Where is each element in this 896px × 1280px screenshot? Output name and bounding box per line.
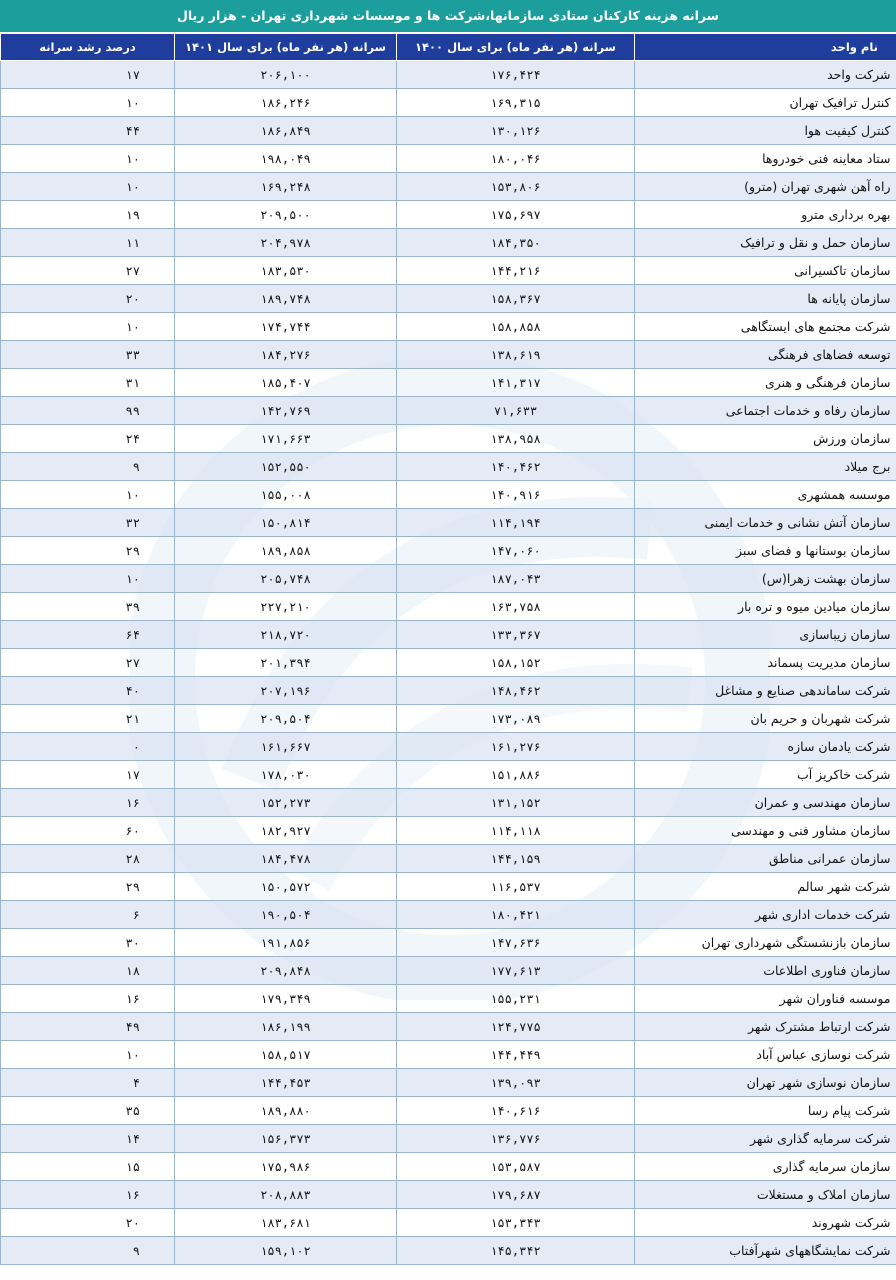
cell-per-capita-1400: ۱۴۴,۴۴۹ bbox=[397, 1041, 635, 1069]
cell-per-capita-1400: ۱۳۰,۱۲۶ bbox=[397, 117, 635, 145]
table-row bbox=[1, 229, 896, 257]
cell-per-capita-1401: ۱۸۲,۹۲۷ bbox=[175, 817, 397, 845]
cell-unit-name: شرکت شهروند bbox=[635, 1209, 896, 1237]
cell-per-capita-1401: ۲۱۸,۷۲۰ bbox=[175, 621, 397, 649]
cell-growth-percent: ۱۸ bbox=[1, 957, 175, 985]
cell-unit-name: سازمان سرمایه گذاری bbox=[635, 1153, 896, 1181]
table-row bbox=[1, 873, 896, 901]
cell-growth-percent: ۲۰ bbox=[1, 1209, 175, 1237]
cell-growth-percent: ۲۷ bbox=[1, 649, 175, 677]
per-capita-cost-table bbox=[0, 33, 896, 1265]
header-row bbox=[1, 34, 896, 61]
cell-per-capita-1400: ۱۴۴,۱۵۹ bbox=[397, 845, 635, 873]
cell-per-capita-1401: ۱۷۴,۷۴۴ bbox=[175, 313, 397, 341]
table-row bbox=[1, 565, 896, 593]
cell-per-capita-1401: ۲۰۸,۸۸۳ bbox=[175, 1181, 397, 1209]
cell-per-capita-1401: ۱۵۶,۳۷۳ bbox=[175, 1125, 397, 1153]
cell-per-capita-1400: ۱۴۰,۴۶۲ bbox=[397, 453, 635, 481]
cell-unit-name: برج میلاد bbox=[635, 453, 896, 481]
cell-growth-percent: ۱۷ bbox=[1, 61, 175, 89]
table-row bbox=[1, 453, 896, 481]
cell-per-capita-1400: ۱۵۱,۸۸۶ bbox=[397, 761, 635, 789]
cell-per-capita-1400: ۱۳۶,۷۷۶ bbox=[397, 1125, 635, 1153]
table-row bbox=[1, 1069, 896, 1097]
table-row bbox=[1, 509, 896, 537]
cell-growth-percent: ۱۶ bbox=[1, 1181, 175, 1209]
cell-growth-percent: ۹۹ bbox=[1, 397, 175, 425]
table-row bbox=[1, 1153, 896, 1181]
cell-unit-name: توسعه فضاهای فرهنگی bbox=[635, 341, 896, 369]
cell-per-capita-1400: ۱۵۸,۸۵۸ bbox=[397, 313, 635, 341]
table-row bbox=[1, 985, 896, 1013]
cell-per-capita-1400: ۱۳۱,۱۵۲ bbox=[397, 789, 635, 817]
cell-per-capita-1400: ۱۲۴,۷۷۵ bbox=[397, 1013, 635, 1041]
cell-per-capita-1401: ۲۰۷,۱۹۶ bbox=[175, 677, 397, 705]
cell-unit-name: بهره برداری مترو bbox=[635, 201, 896, 229]
cell-unit-name: ستاد معاینه فنی خودروها bbox=[635, 145, 896, 173]
cell-per-capita-1401: ۱۵۲,۵۵۰ bbox=[175, 453, 397, 481]
cell-per-capita-1401: ۱۷۱,۶۶۳ bbox=[175, 425, 397, 453]
cell-unit-name: سازمان ورزش bbox=[635, 425, 896, 453]
table-row bbox=[1, 1181, 896, 1209]
table-row bbox=[1, 1209, 896, 1237]
cell-per-capita-1400: ۱۵۳,۳۴۳ bbox=[397, 1209, 635, 1237]
cell-per-capita-1401: ۱۶۹,۲۴۸ bbox=[175, 173, 397, 201]
cell-growth-percent: ۱۰ bbox=[1, 1041, 175, 1069]
cell-growth-percent: ۱۴ bbox=[1, 1125, 175, 1153]
cell-unit-name: شرکت خدمات اداری شهر bbox=[635, 901, 896, 929]
header-per-capita-1401: سرانه (هر نفر ماه) برای سال ۱۴۰۱ bbox=[175, 34, 397, 61]
cell-unit-name: سازمان حمل و نقل و ترافیک bbox=[635, 229, 896, 257]
cell-growth-percent: ۴ bbox=[1, 1069, 175, 1097]
cell-per-capita-1401: ۲۲۷,۲۱۰ bbox=[175, 593, 397, 621]
table-row bbox=[1, 89, 896, 117]
cell-growth-percent: ۴۴ bbox=[1, 117, 175, 145]
table-row bbox=[1, 789, 896, 817]
cell-per-capita-1401: ۲۰۱,۳۹۴ bbox=[175, 649, 397, 677]
table-row bbox=[1, 341, 896, 369]
header-growth-percent: درصد رشد سرانه bbox=[1, 34, 175, 61]
cell-growth-percent: ۳۹ bbox=[1, 593, 175, 621]
cell-growth-percent: ۹ bbox=[1, 1237, 175, 1265]
cell-growth-percent: ۱۰ bbox=[1, 565, 175, 593]
table-row bbox=[1, 733, 896, 761]
cell-unit-name: شرکت پیام رسا bbox=[635, 1097, 896, 1125]
cell-per-capita-1401: ۱۶۱,۶۶۷ bbox=[175, 733, 397, 761]
cell-unit-name: سازمان فرهنگی و هنری bbox=[635, 369, 896, 397]
cell-unit-name: سازمان املاک و مستغلات bbox=[635, 1181, 896, 1209]
cell-per-capita-1401: ۲۰۹,۵۰۰ bbox=[175, 201, 397, 229]
cell-per-capita-1400: ۱۶۳,۷۵۸ bbox=[397, 593, 635, 621]
cell-per-capita-1401: ۱۹۱,۸۵۶ bbox=[175, 929, 397, 957]
cell-per-capita-1401: ۱۹۰,۵۰۴ bbox=[175, 901, 397, 929]
cell-per-capita-1401: ۱۸۶,۱۹۹ bbox=[175, 1013, 397, 1041]
cell-unit-name: کنترل کیفیت هوا bbox=[635, 117, 896, 145]
cell-per-capita-1400: ۱۷۹,۶۸۷ bbox=[397, 1181, 635, 1209]
cell-growth-percent: ۱۵ bbox=[1, 1153, 175, 1181]
cell-growth-percent: ۶۰ bbox=[1, 817, 175, 845]
table-row bbox=[1, 173, 896, 201]
cell-growth-percent: ۲۷ bbox=[1, 257, 175, 285]
cell-unit-name: شرکت خاکریز آب bbox=[635, 761, 896, 789]
cell-growth-percent: ۴۰ bbox=[1, 677, 175, 705]
cell-per-capita-1400: ۱۵۸,۱۵۲ bbox=[397, 649, 635, 677]
cell-unit-name: موسسه فناوران شهر bbox=[635, 985, 896, 1013]
cell-unit-name: سازمان تاکسیرانی bbox=[635, 257, 896, 285]
table-row bbox=[1, 593, 896, 621]
table-row bbox=[1, 621, 896, 649]
cell-per-capita-1401: ۱۷۸,۰۳۰ bbox=[175, 761, 397, 789]
table-row bbox=[1, 369, 896, 397]
cell-per-capita-1400: ۱۸۴,۳۵۰ bbox=[397, 229, 635, 257]
cell-per-capita-1400: ۱۶۱,۲۷۶ bbox=[397, 733, 635, 761]
cell-growth-percent: ۱۶ bbox=[1, 789, 175, 817]
cell-per-capita-1401: ۱۷۵,۹۸۶ bbox=[175, 1153, 397, 1181]
cell-growth-percent: ۱۰ bbox=[1, 481, 175, 509]
cell-growth-percent: ۲۸ bbox=[1, 845, 175, 873]
cell-per-capita-1401: ۱۸۹,۸۵۸ bbox=[175, 537, 397, 565]
cell-per-capita-1400: ۱۴۴,۲۱۶ bbox=[397, 257, 635, 285]
cell-unit-name: سازمان عمرانی مناطق bbox=[635, 845, 896, 873]
table-row bbox=[1, 201, 896, 229]
cell-per-capita-1401: ۱۵۰,۸۱۴ bbox=[175, 509, 397, 537]
cell-per-capita-1400: ۱۵۳,۵۸۷ bbox=[397, 1153, 635, 1181]
table-row bbox=[1, 285, 896, 313]
cell-per-capita-1401: ۱۸۳,۵۳۰ bbox=[175, 257, 397, 285]
cell-per-capita-1401: ۲۰۵,۷۴۸ bbox=[175, 565, 397, 593]
cell-unit-name: سازمان مدیریت پسماند bbox=[635, 649, 896, 677]
cell-growth-percent: ۳۱ bbox=[1, 369, 175, 397]
table-row bbox=[1, 845, 896, 873]
cell-growth-percent: ۴۹ bbox=[1, 1013, 175, 1041]
cell-per-capita-1400: ۱۴۷,۶۳۶ bbox=[397, 929, 635, 957]
cell-growth-percent: ۲۴ bbox=[1, 425, 175, 453]
cell-per-capita-1401: ۱۵۵,۰۰۸ bbox=[175, 481, 397, 509]
cell-unit-name: سازمان بوستانها و فضای سبز bbox=[635, 537, 896, 565]
table-body bbox=[1, 61, 896, 1265]
cell-per-capita-1400: ۷۱,۶۳۳ bbox=[397, 397, 635, 425]
cell-per-capita-1400: ۱۴۰,۶۱۶ bbox=[397, 1097, 635, 1125]
table-row bbox=[1, 425, 896, 453]
cell-per-capita-1401: ۲۰۹,۸۴۸ bbox=[175, 957, 397, 985]
table-row bbox=[1, 145, 896, 173]
cell-per-capita-1400: ۱۱۴,۱۹۴ bbox=[397, 509, 635, 537]
cell-growth-percent: ۱۱ bbox=[1, 229, 175, 257]
table-row bbox=[1, 1237, 896, 1265]
cell-growth-percent: ۰ bbox=[1, 733, 175, 761]
cell-unit-name: سازمان مهندسی و عمران bbox=[635, 789, 896, 817]
cell-growth-percent: ۶ bbox=[1, 901, 175, 929]
cell-unit-name: شرکت نمایشگاههای شهرآفتاب bbox=[635, 1237, 896, 1265]
table-row bbox=[1, 705, 896, 733]
cell-per-capita-1400: ۱۵۵,۲۳۱ bbox=[397, 985, 635, 1013]
cell-unit-name: سازمان پایانه ها bbox=[635, 285, 896, 313]
cell-per-capita-1401: ۱۵۲,۲۷۳ bbox=[175, 789, 397, 817]
cell-per-capita-1401: ۱۸۹,۸۸۰ bbox=[175, 1097, 397, 1125]
table-row bbox=[1, 397, 896, 425]
cell-per-capita-1400: ۱۴۸,۴۶۲ bbox=[397, 677, 635, 705]
cell-growth-percent: ۲۰ bbox=[1, 285, 175, 313]
table-row bbox=[1, 481, 896, 509]
table-row bbox=[1, 1125, 896, 1153]
cell-per-capita-1400: ۱۴۱,۳۱۷ bbox=[397, 369, 635, 397]
cell-per-capita-1400: ۱۷۷,۶۱۳ bbox=[397, 957, 635, 985]
report-title: سرانه هزینه کارکنان ستادی سازمانها،شرکت ها و موسسات شهرداری تهران - هزار ریال bbox=[0, 0, 896, 33]
cell-per-capita-1400: ۱۸۰,۰۴۶ bbox=[397, 145, 635, 173]
table-row bbox=[1, 817, 896, 845]
cell-growth-percent: ۱۹ bbox=[1, 201, 175, 229]
cell-unit-name: کنترل ترافیک تهران bbox=[635, 89, 896, 117]
cell-growth-percent: ۲۱ bbox=[1, 705, 175, 733]
cell-unit-name: سازمان آتش نشانی و خدمات ایمنی bbox=[635, 509, 896, 537]
cell-per-capita-1400: ۱۸۷,۰۴۳ bbox=[397, 565, 635, 593]
cell-per-capita-1400: ۱۱۶,۵۳۷ bbox=[397, 873, 635, 901]
cell-per-capita-1401: ۲۰۴,۹۷۸ bbox=[175, 229, 397, 257]
cell-growth-percent: ۱۶ bbox=[1, 985, 175, 1013]
cell-per-capita-1400: ۱۵۳,۸۰۶ bbox=[397, 173, 635, 201]
cell-per-capita-1401: ۲۰۹,۵۰۴ bbox=[175, 705, 397, 733]
cell-per-capita-1401: ۱۷۹,۳۴۹ bbox=[175, 985, 397, 1013]
cell-per-capita-1400: ۱۴۷,۰۶۰ bbox=[397, 537, 635, 565]
cell-growth-percent: ۳۵ bbox=[1, 1097, 175, 1125]
cell-per-capita-1400: ۱۴۰,۹۱۶ bbox=[397, 481, 635, 509]
cell-per-capita-1400: ۱۷۶,۴۲۴ bbox=[397, 61, 635, 89]
cell-growth-percent: ۶۴ bbox=[1, 621, 175, 649]
table-row bbox=[1, 1041, 896, 1069]
cell-unit-name: موسسه همشهری bbox=[635, 481, 896, 509]
cell-growth-percent: ۳۲ bbox=[1, 509, 175, 537]
cell-unit-name: سازمان میادین میوه و تره بار bbox=[635, 593, 896, 621]
table-row bbox=[1, 649, 896, 677]
cell-per-capita-1400: ۱۳۸,۹۵۸ bbox=[397, 425, 635, 453]
cell-unit-name: شرکت واحد bbox=[635, 61, 896, 89]
cell-per-capita-1401: ۱۵۸,۵۱۷ bbox=[175, 1041, 397, 1069]
cell-per-capita-1401: ۱۵۰,۵۷۲ bbox=[175, 873, 397, 901]
cell-unit-name: سازمان زیباسازی bbox=[635, 621, 896, 649]
cell-growth-percent: ۲۹ bbox=[1, 537, 175, 565]
cell-unit-name: شرکت شهر سالم bbox=[635, 873, 896, 901]
table-row bbox=[1, 929, 896, 957]
cell-growth-percent: ۹ bbox=[1, 453, 175, 481]
cell-unit-name: شرکت مجتمع های ایستگاهی bbox=[635, 313, 896, 341]
table-row bbox=[1, 761, 896, 789]
cell-growth-percent: ۱۰ bbox=[1, 313, 175, 341]
cell-unit-name: سازمان نوسازی شهر تهران bbox=[635, 1069, 896, 1097]
cell-per-capita-1401: ۱۸۴,۴۷۸ bbox=[175, 845, 397, 873]
cell-per-capita-1400: ۱۷۵,۶۹۷ bbox=[397, 201, 635, 229]
cell-unit-name: سازمان فناوری اطلاعات bbox=[635, 957, 896, 985]
cell-per-capita-1401: ۱۴۲,۷۶۹ bbox=[175, 397, 397, 425]
header-per-capita-1400: سرانه (هر نفر ماه) برای سال ۱۴۰۰ bbox=[397, 34, 635, 61]
table-row bbox=[1, 901, 896, 929]
cell-per-capita-1401: ۱۸۶,۲۴۶ bbox=[175, 89, 397, 117]
cell-unit-name: سازمان بهشت زهرا(س) bbox=[635, 565, 896, 593]
cell-growth-percent: ۲۹ bbox=[1, 873, 175, 901]
table-row bbox=[1, 313, 896, 341]
cell-per-capita-1401: ۱۵۹,۱۰۲ bbox=[175, 1237, 397, 1265]
cell-unit-name: سازمان رفاه و خدمات اجتماعی bbox=[635, 397, 896, 425]
cell-per-capita-1401: ۱۸۳,۶۸۱ bbox=[175, 1209, 397, 1237]
cell-per-capita-1401: ۱۸۶,۸۴۹ bbox=[175, 117, 397, 145]
cell-per-capita-1400: ۱۳۳,۳۶۷ bbox=[397, 621, 635, 649]
cell-unit-name: سازمان بازنشستگی شهرداری تهران bbox=[635, 929, 896, 957]
cell-per-capita-1401: ۱۹۸,۰۴۹ bbox=[175, 145, 397, 173]
cell-per-capita-1400: ۱۷۳,۰۸۹ bbox=[397, 705, 635, 733]
cell-unit-name: شرکت شهربان و حریم بان bbox=[635, 705, 896, 733]
cell-per-capita-1401: ۱۸۵,۴۰۷ bbox=[175, 369, 397, 397]
cell-unit-name: راه آهن شهری تهران (مترو) bbox=[635, 173, 896, 201]
cell-per-capita-1400: ۱۳۹,۰۹۳ bbox=[397, 1069, 635, 1097]
table-row bbox=[1, 537, 896, 565]
table-row bbox=[1, 61, 896, 89]
cell-per-capita-1400: ۱۵۸,۳۶۷ bbox=[397, 285, 635, 313]
cell-unit-name: شرکت نوسازی عباس آباد bbox=[635, 1041, 896, 1069]
cell-per-capita-1400: ۱۸۰,۴۲۱ bbox=[397, 901, 635, 929]
cell-per-capita-1400: ۱۱۴,۱۱۸ bbox=[397, 817, 635, 845]
cell-growth-percent: ۱۷ bbox=[1, 761, 175, 789]
cell-per-capita-1400: ۱۴۵,۳۴۲ bbox=[397, 1237, 635, 1265]
cell-unit-name: شرکت یادمان سازه bbox=[635, 733, 896, 761]
cell-per-capita-1401: ۱۸۴,۲۷۶ bbox=[175, 341, 397, 369]
cell-growth-percent: ۱۰ bbox=[1, 145, 175, 173]
table-row bbox=[1, 257, 896, 285]
cell-per-capita-1401: ۱۴۴,۴۵۳ bbox=[175, 1069, 397, 1097]
table-header bbox=[1, 34, 896, 61]
table-row bbox=[1, 957, 896, 985]
cell-unit-name: شرکت ساماندهی صنایع و مشاغل bbox=[635, 677, 896, 705]
cell-per-capita-1401: ۲۰۶,۱۰۰ bbox=[175, 61, 397, 89]
cell-unit-name: سازمان مشاور فنی و مهندسی bbox=[635, 817, 896, 845]
cell-per-capita-1400: ۱۶۹,۳۱۵ bbox=[397, 89, 635, 117]
table-row bbox=[1, 677, 896, 705]
cell-unit-name: شرکت ارتباط مشترک شهر bbox=[635, 1013, 896, 1041]
table-row bbox=[1, 1013, 896, 1041]
cell-growth-percent: ۱۰ bbox=[1, 173, 175, 201]
cell-per-capita-1401: ۱۸۹,۷۴۸ bbox=[175, 285, 397, 313]
cell-growth-percent: ۳۰ bbox=[1, 929, 175, 957]
cell-growth-percent: ۱۰ bbox=[1, 89, 175, 117]
header-unit-name: نام واحد bbox=[635, 34, 896, 61]
cell-per-capita-1400: ۱۳۸,۶۱۹ bbox=[397, 341, 635, 369]
table-row bbox=[1, 1097, 896, 1125]
cell-unit-name: شرکت سرمایه گذاری شهر bbox=[635, 1125, 896, 1153]
cell-growth-percent: ۳۳ bbox=[1, 341, 175, 369]
table-row bbox=[1, 117, 896, 145]
